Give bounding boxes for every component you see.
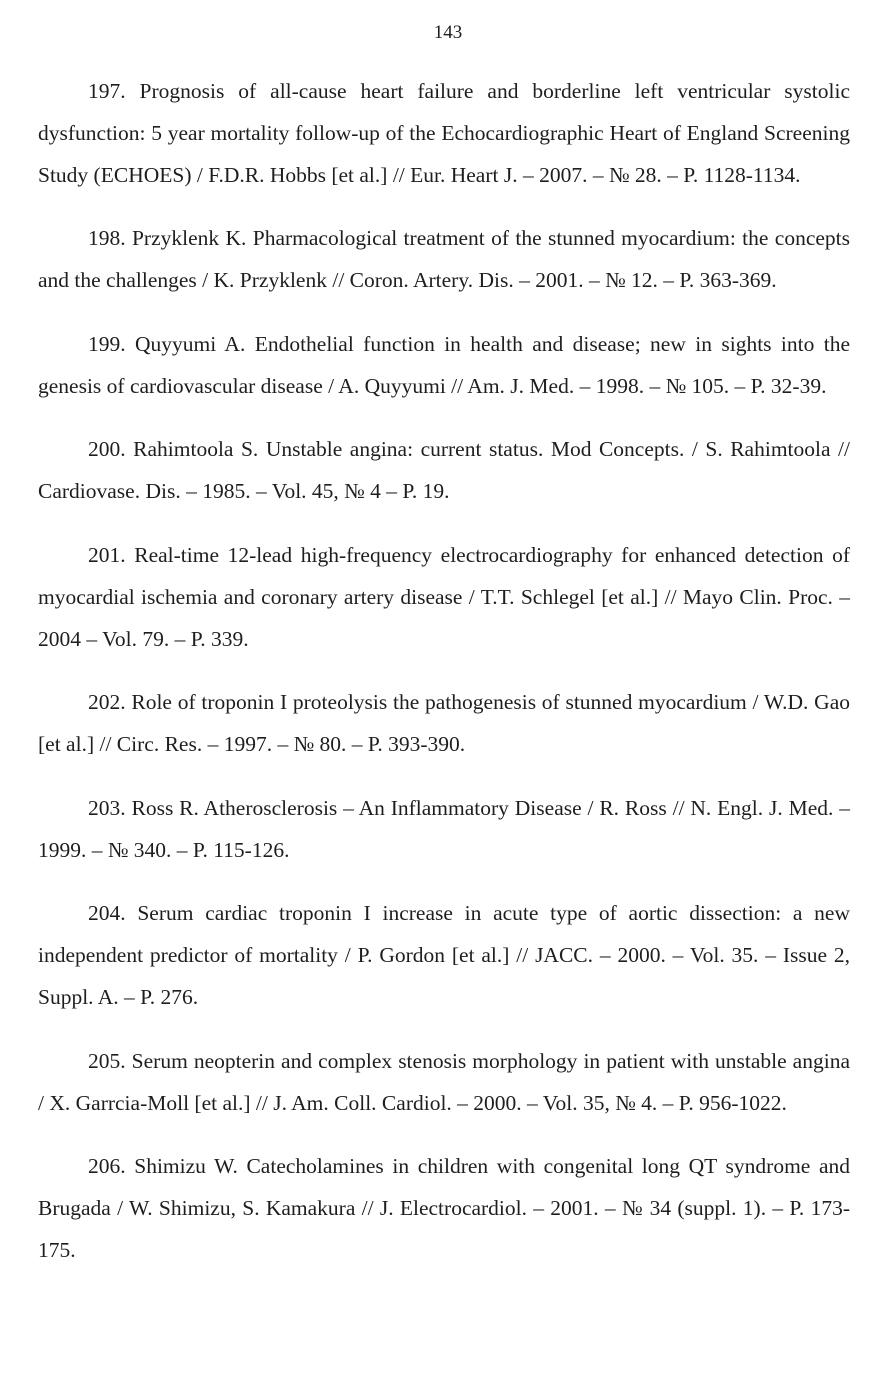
reference-item: 201. Real-time 12-lead high-frequency electrocardiography for enhanced detection of myocardial ischemia and coronary artery disease / T.T. Schlegel [et al.] // Mayo Clin. Proc. – 2004 – Vol. 79. – P. 339.: [38, 542, 850, 651]
page-number: 143: [433, 22, 463, 43]
reference-item: 202. Role of troponin I proteolysis the pathogenesis of stunned myocardium / W.D. Gao [et al.] // Circ. Res. – 1997. – № 80. – P. 393-390.: [38, 690, 850, 756]
reference-item: 204. Serum cardiac troponin I increase in acute type of aortic dissection: a new independent predictor of mortality / P. Gordon [et al.] // JACC. – 2000. – Vol. 35. – Issue 2, Suppl. A. – P. 276.: [38, 901, 850, 1009]
document-page: [38, 18, 850, 1271]
reference-item: 203. Ross R. Atherosclerosis – An Inflammatory Disease / R. Ross // N. Engl. J. Med. – 1999. – № 340. – P. 115-126.: [38, 795, 850, 862]
reference-item: 200. Rahimtoola S. Unstable angina: current status. Mod Concepts. / S. Rahimtoola // Cardiovase. Dis. – 1985. – Vol. 45, № 4 – P. 19.: [38, 437, 850, 503]
reference-item: 206. Shimizu W. Catecholamines in children with congenital long QT syndrome and Brugada / W. Shimizu, S. Kamakura // J. Electrocardiol. – 2001. – № 34 (suppl. 1). – P. 173-175.: [38, 1154, 850, 1262]
reference-list: [38, 70, 850, 1272]
reference-item: 198. Przyklenk K. Pharmacological treatment of the stunned myocardium: the concepts and the challenges / K. Przyklenk // Coron. Artery. Dis. – 2001. – № 12. – P. 363-369.: [38, 226, 850, 292]
reference-item: 205. Serum neopterin and complex stenosis morphology in patient with unstable angina / X. Garrcia-Moll [et al.] // J. Am. Coll. Cardiol. – 2000. – Vol. 35, № 4. – P. 956-1022.: [38, 1048, 850, 1115]
reference-item: 197. Prognosis of all-cause heart failure and borderline left ventricular systolic dysfunction: 5 year mortality follow-up of the Echocardiographic Heart of England Screening Study (ECHOES) / F.D.R. Hobbs [et al.] // Eur. Heart J. – 2007. – № 28. – P. 1128-1134.: [38, 78, 850, 187]
reference-item: 199. Quyyumi A. Endothelial function in health and disease; new in sights into the genesis of cardiovascular disease / A. Quyyumi // Am. J. Med. – 1998. – № 105. – P. 32-39.: [38, 331, 850, 398]
